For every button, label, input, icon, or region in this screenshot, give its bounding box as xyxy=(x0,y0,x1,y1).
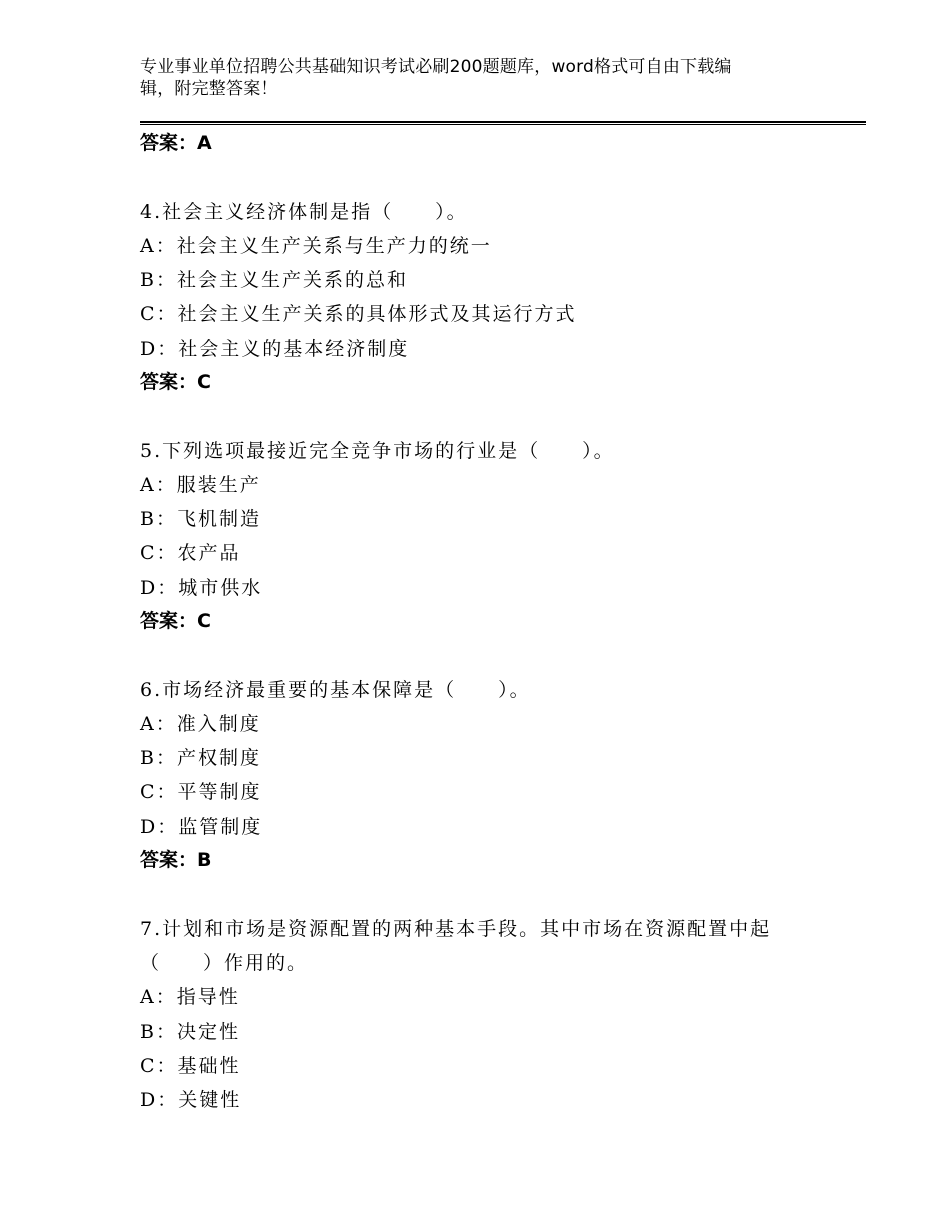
answer-q4: 答案：C xyxy=(140,371,211,393)
question-6-option-d: D：监管制度 xyxy=(140,816,263,838)
question-7-stem-continued: （ ）作用的。 xyxy=(140,952,309,974)
question-4-option-a: A：社会主义生产关系与生产力的统一 xyxy=(140,235,492,257)
question-7-option-d: D：关键性 xyxy=(140,1089,242,1111)
question-6-option-c: C：平等制度 xyxy=(140,781,262,803)
question-4-option-b: B：社会主义生产关系的总和 xyxy=(140,269,408,291)
question-5-option-c: C：农产品 xyxy=(140,542,241,564)
question-5-option-d: D：城市供水 xyxy=(140,577,263,599)
header-rule-thick xyxy=(140,121,866,123)
header-rule-thin xyxy=(140,124,866,125)
page-header xyxy=(140,56,790,100)
question-4-stem: 4.社会主义经济体制是指（ ）。 xyxy=(140,201,468,223)
answer-q3: 答案：A xyxy=(140,132,212,154)
question-4-option-c: C：社会主义生产关系的具体形式及其运行方式 xyxy=(140,303,577,325)
question-7-option-b: B：决定性 xyxy=(140,1021,240,1043)
header-line-2: 辑，附完整答案！ xyxy=(140,79,278,99)
question-6-stem: 6.市场经济最重要的基本保障是（ ）。 xyxy=(140,679,531,701)
header-line-1: 专业事业单位招聘公共基础知识考试必刷200题题库，word格式可自由下载编 xyxy=(140,57,732,77)
question-7-stem: 7.计划和市场是资源配置的两种基本手段。其中市场在资源配置中起 xyxy=(140,918,772,940)
answer-q5: 答案：C xyxy=(140,610,211,632)
question-5-option-a: A：服装生产 xyxy=(140,474,261,496)
question-6-option-a: A：准入制度 xyxy=(140,713,261,735)
question-5-option-b: B：飞机制造 xyxy=(140,508,261,530)
question-4-option-d: D：社会主义的基本经济制度 xyxy=(140,338,410,360)
question-6-option-b: B：产权制度 xyxy=(140,747,261,769)
question-7-option-c: C：基础性 xyxy=(140,1055,241,1077)
answer-q6: 答案：B xyxy=(140,849,212,871)
question-5-stem: 5.下列选项最接近完全竞争市场的行业是（ ）。 xyxy=(140,440,615,462)
question-7-option-a: A：指导性 xyxy=(140,986,240,1008)
